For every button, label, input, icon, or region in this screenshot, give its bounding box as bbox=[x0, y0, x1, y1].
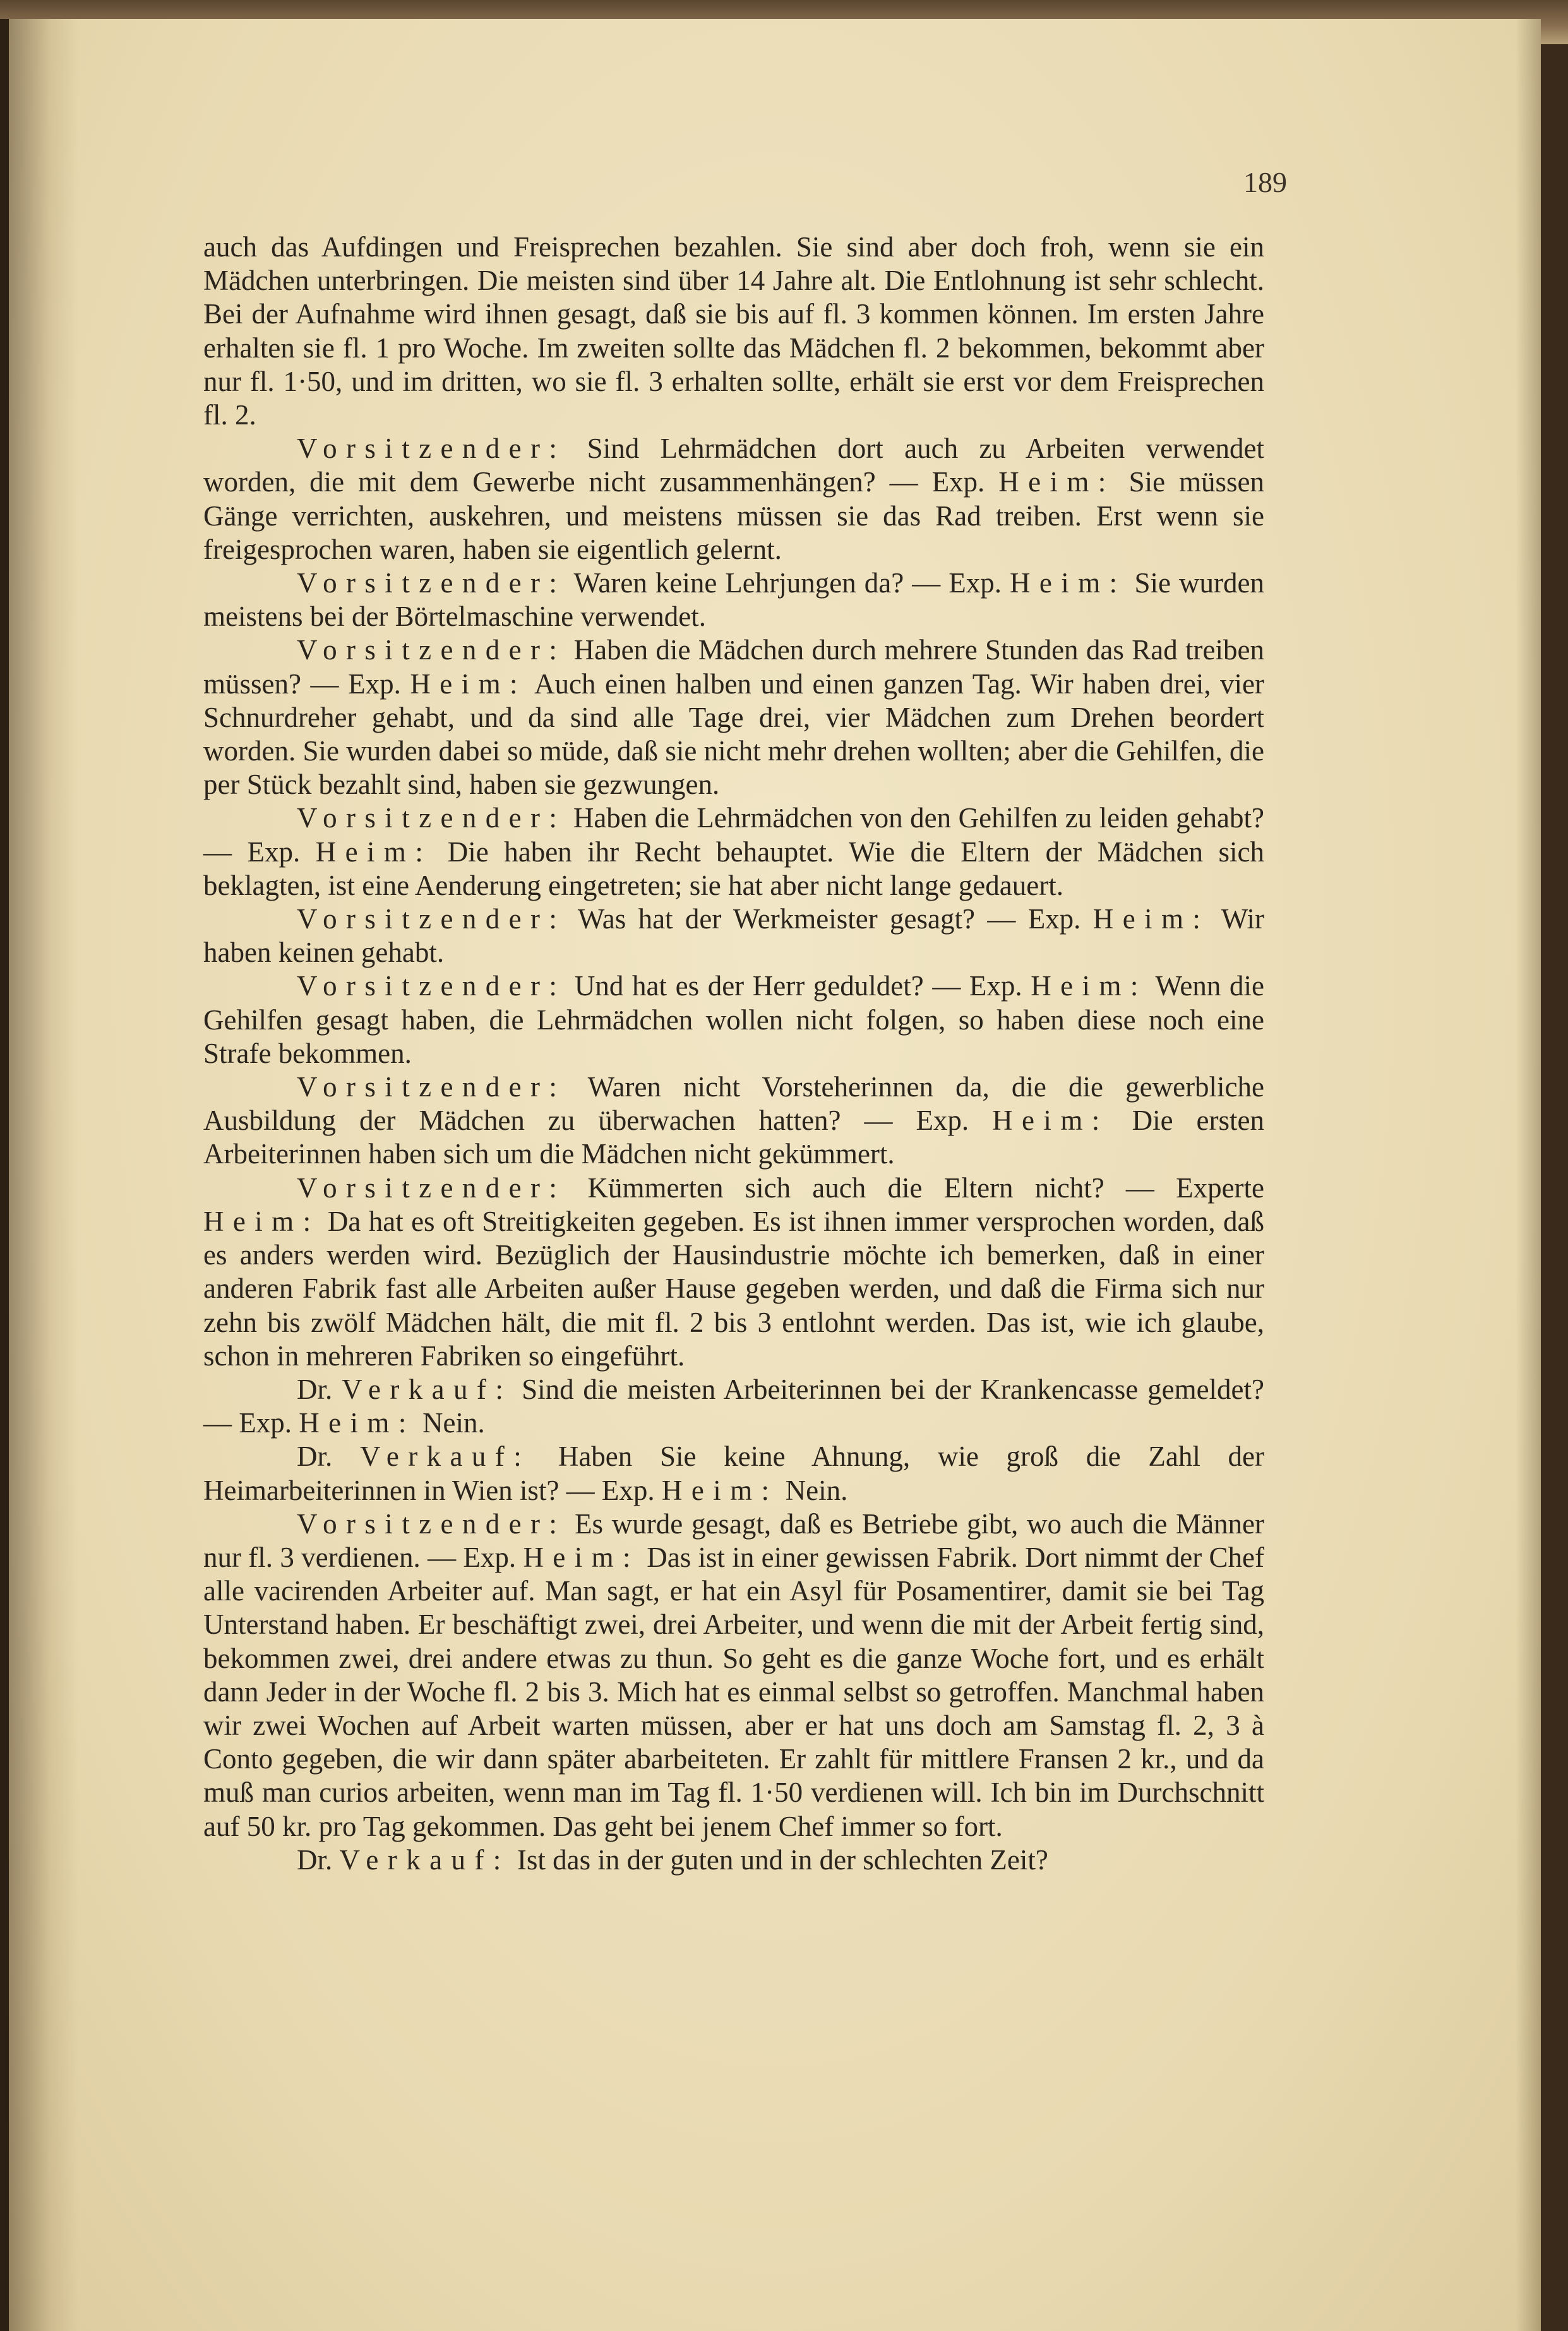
paragraph-text: Auch einen halben und einen ganzen Tag. Wir haben drei, vier Schnurdreher gehabt, und da sind alle Tage drei, vier Mädchen zum Drehen beordert worden. Sie wurden dabei so müde, daß sie nicht mehr drehen wollten; aber die Gehilfen, die per Stück bezahlt sind, haben sie gezwungen. bbox=[203, 668, 1264, 801]
paragraph-text: Sie müssen Gänge verrichten, auskehren, und meistens müssen sie das Rad treiben. Erst wenn sie freigesprochen waren, haben sie eigentlich gelernt. bbox=[203, 466, 1264, 565]
body-text bbox=[203, 231, 1264, 1877]
speaker-name: Heim: bbox=[992, 1105, 1109, 1137]
speaker-name: Vorsitzender: bbox=[297, 1507, 566, 1540]
paragraph-text: Dr. bbox=[297, 1843, 340, 1876]
speaker-name: Heim: bbox=[523, 1541, 640, 1573]
speaker-name: Heim: bbox=[998, 466, 1115, 498]
speaker-name: Vorsitzender: bbox=[297, 802, 566, 834]
page-edge-shadow bbox=[1516, 19, 1541, 2331]
paragraph-text: Sie wurden meistens bei der Börtelmaschine verwendet. bbox=[203, 567, 1265, 633]
speaker-name: Vorsitzender: bbox=[297, 903, 566, 935]
paragraph bbox=[203, 902, 1264, 969]
page-gutter-shadow bbox=[9, 19, 78, 2331]
speaker-name: Heim: bbox=[315, 836, 433, 868]
speaker-name: Heim: bbox=[203, 1205, 320, 1237]
paragraph bbox=[203, 566, 1264, 633]
speaker-name: Heim: bbox=[661, 1474, 779, 1506]
paragraph-text: Sind Lehrmädchen dort auch zu Arbeiten verwendet worden, die mit dem Gewerbe nicht zusammenhängen? — Exp. bbox=[203, 433, 1264, 498]
paragraph-text: Dr. bbox=[297, 1373, 342, 1405]
paragraph-text: Wir haben keinen gehabt. bbox=[203, 903, 1264, 969]
paragraph bbox=[203, 1171, 1264, 1373]
paragraph-text: Die ersten Arbeiterinnen haben sich um die Mädchen nicht gekümmert. bbox=[203, 1105, 1264, 1170]
paragraph-text: Das ist in einer gewissen Fabrik. Dort nimmt der Chef alle vacirenden Arbeiter auf. Man sagt, er hat ein Asyl für Posamentirer, damit sie bei Tag Unterstand haben. Er beschäftigt zwei, drei Arbeiter, und wenn die mit der Arbeit fertig sind, bekommen zwei, drei andere etwas zu thun. So geht es die ganze Woche fort, und es erhält dann Jeder in der Woche fl. 2 bis 3. Mich hat es einmal selbst so getroffen. Manchmal haben wir zwei Wochen auf Arbeit warten müssen, aber er hat uns doch am Samstag fl. 2, 3 à Conto gegeben, die wir dann später abarbeiteten. Er zahlt für mittlere Fransen 2 kr., und da muß man curios arbeiten, wenn man im Tag fl. 1·50 verdienen will. Ich bin im Durchschnitt auf 50 kr. pro Tag gekommen. Das geht bei jenem Chef immer so fort. bbox=[203, 1541, 1265, 1842]
paragraph-text: Was hat der Werkmeister gesagt? — Exp. bbox=[566, 903, 1093, 935]
paragraph-text: Haben die Mädchen durch mehrere Stunden das Rad treiben müssen? — Exp. bbox=[203, 634, 1264, 700]
speaker-name: Verkauf: bbox=[339, 1843, 510, 1876]
speaker-name: Vorsitzender: bbox=[297, 1171, 566, 1204]
paragraph bbox=[203, 231, 1264, 432]
paragraph-text: Ist das in der guten und in der schlechten Zeit? bbox=[510, 1843, 1048, 1876]
paragraph bbox=[203, 1373, 1264, 1440]
paragraph-text: Die haben ihr Recht behauptet. Wie die Eltern der Mädchen sich beklagten, ist eine Aenderung eingetreten; sie hat aber nicht lange gedauert. bbox=[203, 836, 1264, 901]
speaker-name: Vorsitzender: bbox=[297, 634, 566, 666]
paragraph-text: Waren keine Lehrjungen da? — Exp. bbox=[566, 567, 1010, 599]
paragraph-text: Nein. bbox=[415, 1407, 485, 1439]
paragraph bbox=[203, 801, 1264, 902]
paragraph bbox=[203, 1070, 1264, 1171]
paragraph-text: Sind die meisten Arbeiterinnen bei der Krankencasse gemeldet? — Exp. bbox=[203, 1373, 1265, 1439]
page-number: 189 bbox=[1243, 166, 1287, 198]
paragraph-text: Es wurde gesagt, daß es Betriebe gibt, wo auch die Männer nur fl. 3 verdienen. — Exp. bbox=[203, 1507, 1264, 1573]
paragraph-text: Nein. bbox=[778, 1474, 848, 1506]
paragraph bbox=[203, 432, 1264, 566]
paragraph-text: auch das Aufdingen und Freisprechen bezahlen. Sie sind aber doch froh, wenn sie ein Mädchen unterbringen. Die meisten sind über 14 Jahre alt. Die Entlohnung ist sehr schlecht. Bei der Aufnahme wird ihnen gesagt, daß sie bis auf fl. 3 kommen können. Im ersten Jahre erhalten sie fl. 1 pro Woche. Im zweiten sollte das Mädchen fl. 2 bekommen, bekommt aber nur fl. 1·50, und im dritten, wo sie fl. 3 erhalten sollte, erhält sie erst vor dem Freisprechen fl. 2. bbox=[203, 231, 1264, 431]
paragraph-text: Waren nicht Vorsteherinnen da, die die gewerbliche Ausbildung der Mädchen zu überwachen hatten? — Exp. bbox=[203, 1071, 1264, 1137]
speaker-name: Vorsitzender: bbox=[297, 1071, 566, 1103]
speaker-name: Verkauf: bbox=[359, 1441, 531, 1473]
speaker-name: Heim: bbox=[410, 668, 527, 700]
paragraph-text: Kümmerten sich auch die Eltern nicht? — Experte bbox=[566, 1171, 1264, 1204]
paragraph-text: Wenn die Gehilfen gesagt haben, die Lehrmädchen wollen nicht folgen, so haben diese noch eine Strafe bekommen. bbox=[203, 970, 1264, 1069]
paragraph bbox=[203, 633, 1264, 801]
speaker-name: Heim: bbox=[1031, 970, 1147, 1002]
paragraph-text: Da hat es oft Streitigkeiten gegeben. Es ist ihnen immer versprochen worden, daß es anders werden wird. Bezüglich der Hausindustrie möchte ich bemerken, daß in einer anderen Fabrik fast alle Arbeiten außer Hause gegeben werden, und daß die Firma sich nur zehn bis zwölf Mädchen hält, die mit fl. 2 bis 3 entlohnt werden. Das ist, wie ich glaube, schon in mehreren Fabriken so eingeführt. bbox=[203, 1205, 1264, 1372]
speaker-name: Vorsitzender: bbox=[297, 970, 566, 1002]
paragraph-text: Und hat es der Herr geduldet? — Exp. bbox=[566, 970, 1031, 1002]
paragraph bbox=[203, 969, 1264, 1070]
speaker-name: Vorsitzender: bbox=[297, 433, 566, 465]
speaker-name: Heim: bbox=[299, 1407, 416, 1439]
speaker-name: Heim: bbox=[1092, 903, 1210, 935]
paragraph bbox=[203, 1843, 1264, 1877]
paragraph-text: Haben die Lehrmädchen von den Gehilfen zu leiden gehabt? — Exp. bbox=[203, 802, 1264, 868]
paragraph bbox=[203, 1440, 1264, 1507]
paragraph bbox=[203, 1507, 1264, 1843]
speaker-name: Verkauf: bbox=[342, 1373, 513, 1405]
speaker-name: Heim: bbox=[1010, 567, 1127, 599]
paragraph-text: Haben Sie keine Ahnung, wie groß die Zahl der Heimarbeiterinnen in Wien ist? — Exp. bbox=[203, 1441, 1265, 1506]
speaker-name: Vorsitzender: bbox=[297, 567, 566, 599]
paragraph-text: Dr. bbox=[297, 1441, 360, 1473]
